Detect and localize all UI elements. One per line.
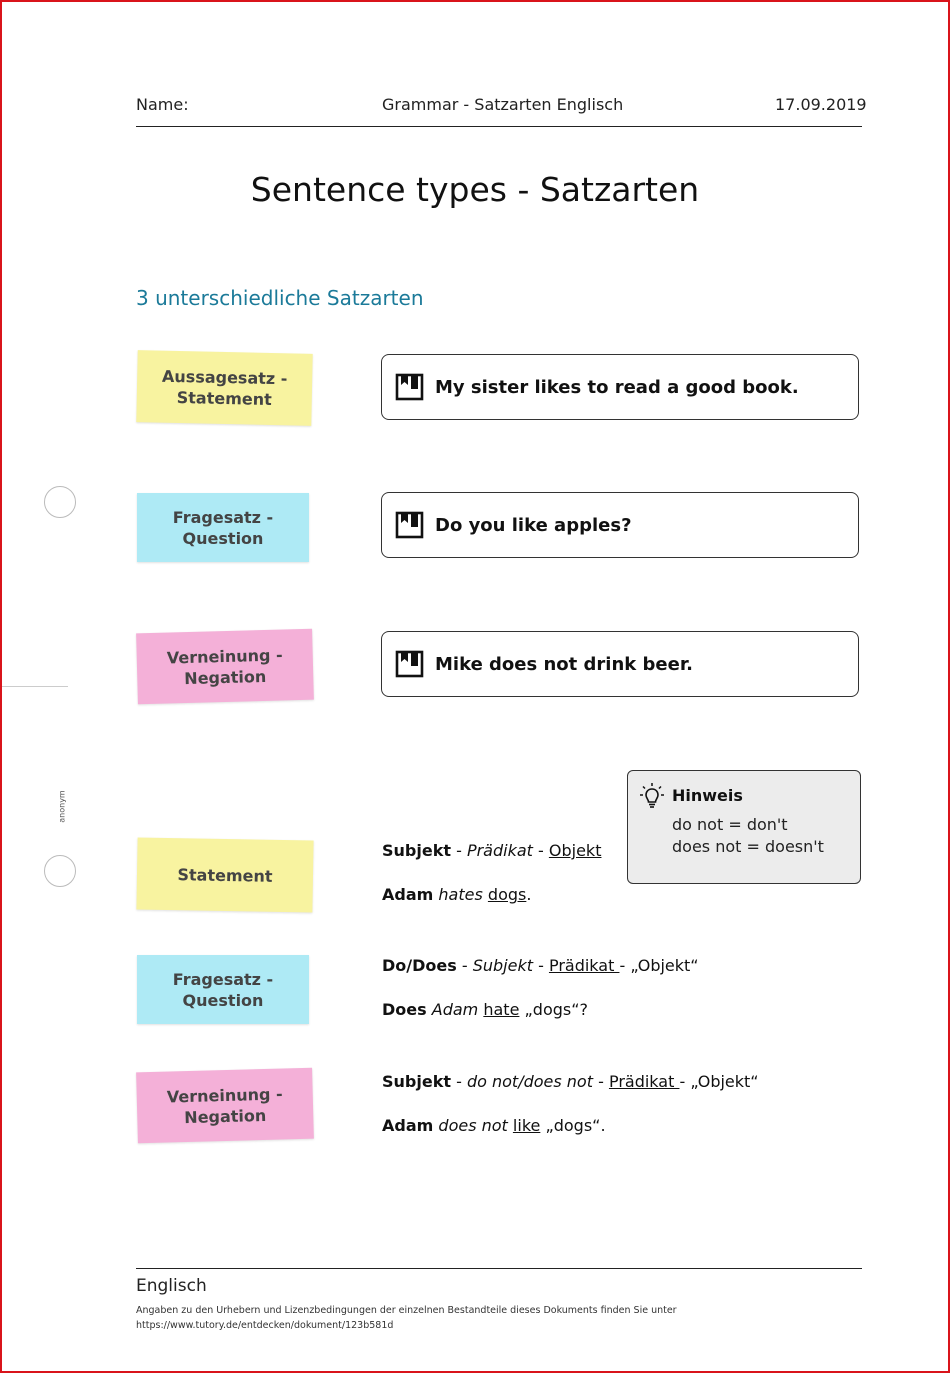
- lightbulb-icon: [639, 782, 665, 810]
- question-example: Does Adam hate „dogs“?: [382, 1000, 588, 1019]
- example-sentence: My sister likes to read a good book.: [435, 376, 799, 398]
- note-label-line2: Negation: [184, 1105, 267, 1127]
- sticky-note-negation: [136, 629, 314, 705]
- negation-pattern: Subjekt - do not/does not - Prädikat - „Objekt“: [382, 1072, 759, 1091]
- statement-example: Adam hates dogs.: [382, 885, 532, 904]
- hint-box: [627, 770, 861, 884]
- note-label-line2: Negation: [184, 666, 267, 688]
- hint-line: does not = doesn't: [672, 837, 824, 856]
- punch-hole: [44, 855, 76, 887]
- note-label-line1: Verneinung -: [166, 1083, 283, 1107]
- page-title: Sentence types - Satzarten: [250, 170, 700, 209]
- example-sentence-box: [381, 492, 859, 558]
- sticky-note-question: [137, 955, 309, 1024]
- header-rule: [136, 126, 862, 127]
- example-sentence: Mike does not drink beer.: [435, 653, 693, 675]
- statement-pattern: Subjekt - Prädikat - Objekt: [382, 841, 602, 860]
- hint-line: do not = don't: [672, 815, 788, 834]
- book-bookmark-icon: [395, 372, 425, 402]
- example-sentence: Do you like apples?: [435, 514, 632, 536]
- sticky-note-statement: [136, 350, 312, 426]
- sticky-note-negation: [136, 1068, 314, 1144]
- example-sentence-box: [381, 631, 859, 697]
- footer-note: Angaben zu den Urhebern und Lizenzbedingungen der einzelnen Bestandteile dieses Dokuments finden Sie unter: [136, 1305, 677, 1316]
- punch-hole: [44, 486, 76, 518]
- header-topic: Grammar - Satzarten Englisch: [382, 95, 624, 114]
- note-label-line2: Question: [182, 528, 264, 548]
- book-bookmark-icon: [395, 510, 425, 540]
- negation-example: Adam does not like „dogs“.: [382, 1116, 606, 1135]
- book-bookmark-icon: [395, 649, 425, 679]
- question-pattern: Do/Does - Subjekt - Prädikat - „Objekt“: [382, 956, 699, 975]
- note-label-line1: Statement: [177, 864, 273, 886]
- sticky-note-question: [137, 493, 309, 562]
- example-sentence-box: [381, 354, 859, 420]
- fold-mark: [2, 686, 68, 687]
- note-label-line1: Fragesatz -: [172, 507, 274, 527]
- name-label: Name:: [136, 95, 189, 114]
- note-label-line1: Aussagesatz -: [161, 366, 288, 389]
- side-label: anonym: [57, 790, 67, 823]
- footer-rule: [136, 1268, 862, 1269]
- footer-link: https://www.tutory.de/entdecken/dokument/123b581d: [136, 1320, 394, 1331]
- header-date: 17.09.2019: [775, 95, 867, 114]
- note-label-line2: Question: [182, 990, 264, 1010]
- note-label-line1: Fragesatz -: [172, 969, 274, 989]
- note-label-line1: Verneinung -: [166, 644, 283, 668]
- sticky-note-statement: [136, 837, 313, 912]
- section-heading: 3 unterschiedliche Satzarten: [136, 286, 424, 310]
- hint-title: Hinweis: [672, 786, 743, 805]
- footer-subject: Englisch: [136, 1276, 207, 1296]
- note-label-line2: Statement: [176, 388, 272, 409]
